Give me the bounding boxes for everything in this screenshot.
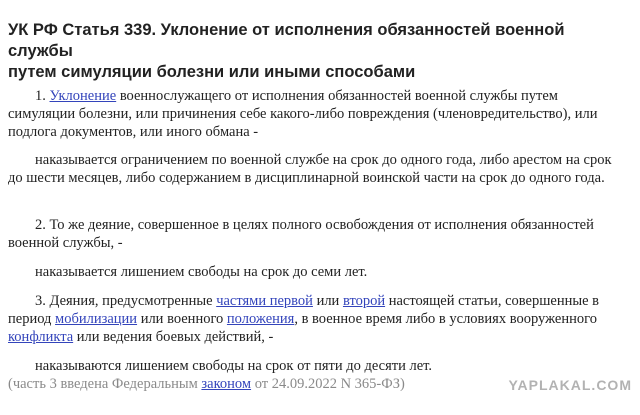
article-title bbox=[8, 20, 623, 83]
amendment-note-text-2: от 24.09.2022 N 365-ФЗ) bbox=[251, 376, 405, 392]
paragraph-3-text-4: или военного bbox=[137, 311, 227, 327]
paragraph-1-lead: 1. bbox=[35, 88, 50, 104]
paragraph-1-sanction: наказывается ограничением по военной службе на срок до одного года, либо арестом на срок до шести месяцев, либо содержанием в дисциплинарной воинской части на срок до одного года. bbox=[8, 152, 612, 186]
paragraph-3-text-6: или ведения боевых действий, - bbox=[73, 329, 274, 345]
amendment-note-text-1: (часть 3 введена Федеральным bbox=[8, 376, 202, 392]
link-chastyami-pervoy[interactable]: частями первой bbox=[216, 293, 313, 309]
paragraph-3-text-5: , в военное время либо в условиях вооруженного bbox=[294, 311, 597, 327]
paragraph-1 bbox=[8, 87, 628, 141]
link-uklonenie[interactable]: Уклонение bbox=[49, 88, 117, 104]
paragraph-2: 2. То же деяние, совершенное в целях полного освобождения от исполнения обязанностей военной службы, - bbox=[8, 217, 594, 251]
link-polozheniya[interactable]: положения bbox=[226, 311, 295, 327]
link-konflikta[interactable]: конфликта bbox=[8, 329, 74, 345]
paragraph-3-sanction: наказываются лишением свободы на срок от пяти до десяти лет. bbox=[35, 358, 433, 374]
watermark: YAPLAKAL.COM bbox=[508, 377, 632, 393]
link-mobilizatsii[interactable]: мобилизации bbox=[55, 311, 138, 327]
paragraph-1-text: военнослужащего от исполнения обязанностей военной службы путем симуляции болезни, или причинения себе какого-либо повреждения (членовредительство), или подлога документов, или иного обмана - bbox=[8, 88, 598, 140]
article-title-line-1: УК РФ Статья 339. Уклонение от исполнения обязанностей военной службы bbox=[8, 21, 565, 60]
link-vtoroy[interactable]: второй bbox=[342, 293, 386, 309]
paragraph-3-text-1: 3. Деяния, предусмотренные bbox=[35, 293, 217, 309]
paragraph-3-text-3: настоящей статьи, совершенные в период bbox=[8, 293, 599, 327]
paragraph-3 bbox=[8, 292, 628, 346]
paragraph-2-sanction: наказывается лишением свободы на срок до семи лет. bbox=[35, 264, 368, 280]
paragraph-3-text-2: или bbox=[312, 293, 343, 309]
link-zakonom[interactable]: законом bbox=[201, 376, 252, 392]
article-title-line-2: путем симуляции болезни или иными способами bbox=[8, 63, 416, 81]
amendment-note bbox=[8, 375, 405, 393]
